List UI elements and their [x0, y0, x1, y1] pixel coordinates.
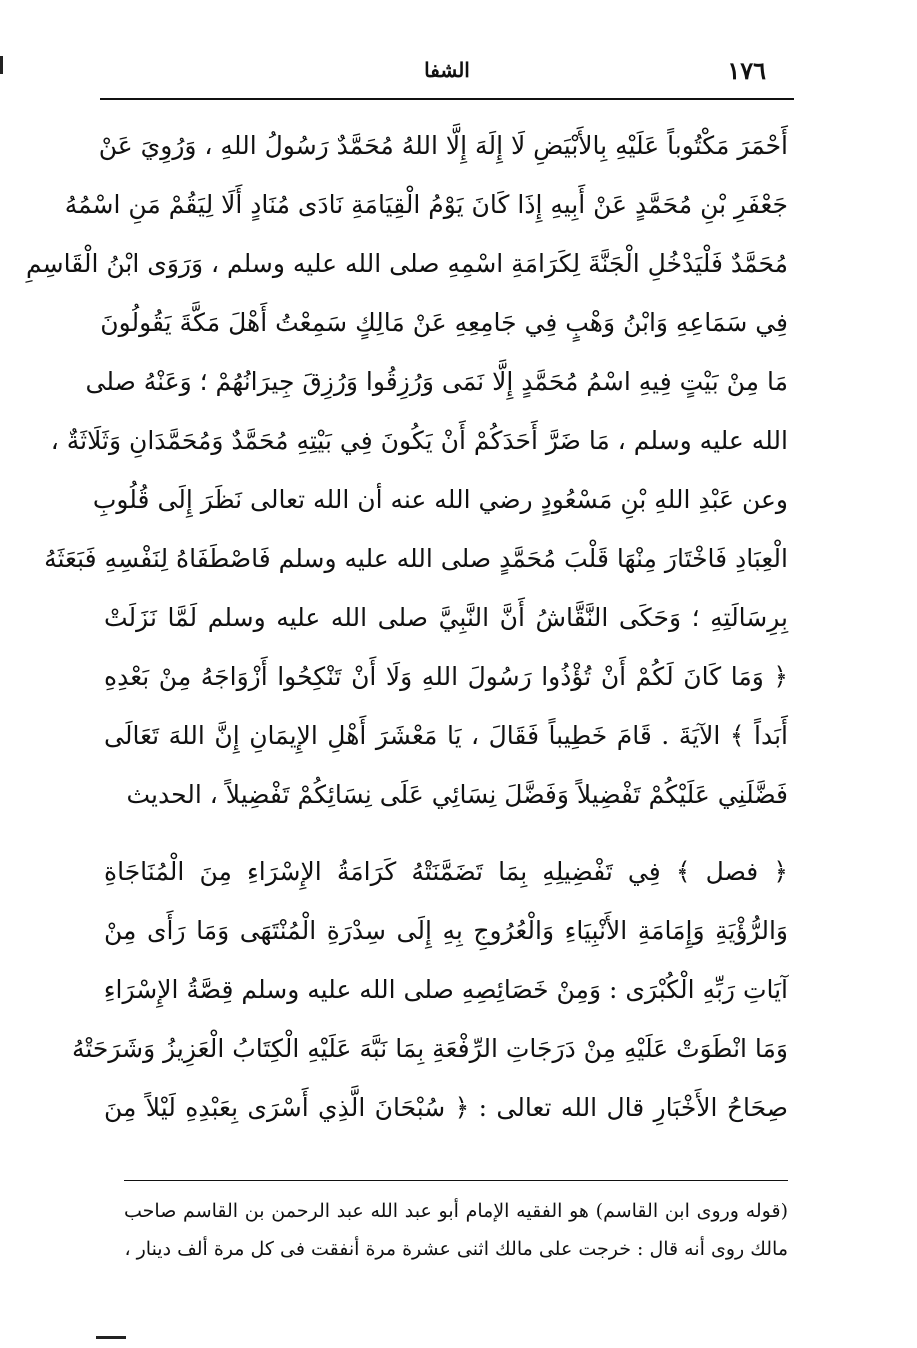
- section-heading-line: ﴿ فصل ﴾ فِي تَفْضِيلِهِ بِمَا تَضَمَّنَتْهُ كَرَامَةُ الإِسْرَاءِ مِنَ الْمُنَاجَاةِ: [104, 857, 788, 886]
- text-line: أَبَداً ﴾ الآيَةَ . قَامَ خَطِيباً فَقَالَ ، يَا مَعْشَرَ أَهْلِ الإِيمَانِ إِنَّ اللهَ تَعَالَى: [104, 721, 788, 750]
- text-line: صِحَاحُ الأَخْبَارِ قال الله تعالى : ﴿ سُبْحَانَ الَّذِي أَسْرَى بِعَبْدِهِ لَيْلاً مِنَ: [104, 1093, 788, 1122]
- footnote-line: مالك روى أنه قال : خرجت على مالك اثنى عشرة مرة أنفقت فى كل مرة ألف دينار ،: [124, 1238, 788, 1260]
- page-title: الشفا: [424, 58, 470, 82]
- edge-mark: [0, 56, 3, 74]
- text-line: آيَاتِ رَبِّهِ الْكُبْرَى : وَمِنْ خَصَائِصِهِ صلى الله عليه وسلم قِصَّةُ الإِسْرَاءِ: [103, 975, 788, 1004]
- text-line: وَمَا انْطَوَتْ عَلَيْهِ مِنْ دَرَجَاتِ الرِّفْعَةِ بِمَا نَبَّهَ عَلَيْهِ الْكِتَابُ الْعَزِيزُ وَشَرَحَتْهُ: [71, 1034, 788, 1063]
- paragraph-gap: [104, 824, 788, 842]
- text-line: أَحْمَرَ مَكْتُوباً عَلَيْهِ بِالأَبْيَضِ لَا إِلَهَ إِلَّا اللهُ مُحَمَّدٌ رَسُولُ اللهِ ، وَرُوِيَ عَنْ: [98, 131, 788, 160]
- footnote: [124, 1192, 788, 1268]
- text-line: ﴿ وَمَا كَانَ لَكُمْ أَنْ تُؤْذُوا رَسُولَ اللهِ وَلَا أَنْ تَنْكِحُوا أَزْوَاجَهُ مِنْ بَعْدِهِ: [104, 662, 788, 691]
- text-line: مُحَمَّدٌ فَلْيَدْخُلِ الْجَنَّةَ لِكَرَامَةِ اسْمِهِ صلى الله عليه وسلم ، وَرَوَى ابْنُ الْقَاسِمِ: [26, 249, 788, 278]
- text-line: وعن عَبْدِ اللهِ بْنِ مَسْعُودٍ رضي الله عنه أن الله تعالى نَظَرَ إِلَى قُلُوبِ: [92, 485, 788, 514]
- text-line: مَا مِنْ بَيْتٍ فِيهِ اسْمُ مُحَمَّدٍ إِلَّا نَمَى وَرُزِقُوا وَرُزِقَ جِيرَانُهُمْ ؛ وَعَنْهُ صلى: [85, 367, 788, 396]
- text-line: الله عليه وسلم ، مَا ضَرَّ أَحَدَكُمْ أَنْ يَكُونَ فِي بَيْتِهِ مُحَمَّدٌ وَمُحَمَّدَانِ وَثَلَاثَةٌ ،: [50, 426, 788, 455]
- text-line: فَضَّلَنِي عَلَيْكُمْ تَفْضِيلاً وَفَضَّلَ نِسَائِي عَلَى نِسَائِكُمْ تَفْضِيلاً ، الحديث: [126, 780, 788, 809]
- text-line: جَعْفَرِ بْنِ مُحَمَّدٍ عَنْ أَبِيهِ إِذَا كَانَ يَوْمُ الْقِيَامَةِ نَادَى مُنَادٍ أَلَا لِيَقُمْ مَنِ اسْمُهُ: [64, 190, 788, 219]
- text-line: بِرِسَالَتِهِ ؛ وَحَكَى النَّقَّاشُ أَنَّ النَّبِيَّ صلى الله عليه وسلم لَمَّا نَزَلَتْ: [104, 603, 788, 632]
- text-line: وَالرُّؤْيَةِ وَإِمَامَةِ الأَنْبِيَاءِ وَالْعُرُوجِ بِهِ إِلَى سِدْرَةِ الْمُنْتَهَى وَمَا رَأَى مِنْ: [104, 916, 788, 945]
- footnote-line: (قوله وروى ابن القاسم) هو الفقيه الإمام أبو عبد الله عبد الرحمن بن القاسم صاحب: [124, 1200, 788, 1222]
- edge-mark: [96, 1336, 126, 1339]
- text-line: الْعِبَادِ فَاخْتَارَ مِنْهَا قَلْبَ مُحَمَّدٍ صلى الله عليه وسلم فَاصْطَفَاهُ لِنَفْسِهِ فَبَعَثَهُ: [44, 544, 788, 573]
- header-rule: [100, 98, 794, 100]
- footnote-rule: [124, 1180, 788, 1181]
- main-text: [26, 116, 788, 1137]
- text-line: فِي سَمَاعِهِ وَابْنُ وَهْبٍ فِي جَامِعِهِ عَنْ مَالِكٍ سَمِعْتُ أَهْلَ مَكَّةَ يَقُولُونَ: [100, 308, 788, 337]
- page-header: [100, 52, 794, 92]
- page-number: ١٧٦: [727, 56, 766, 85]
